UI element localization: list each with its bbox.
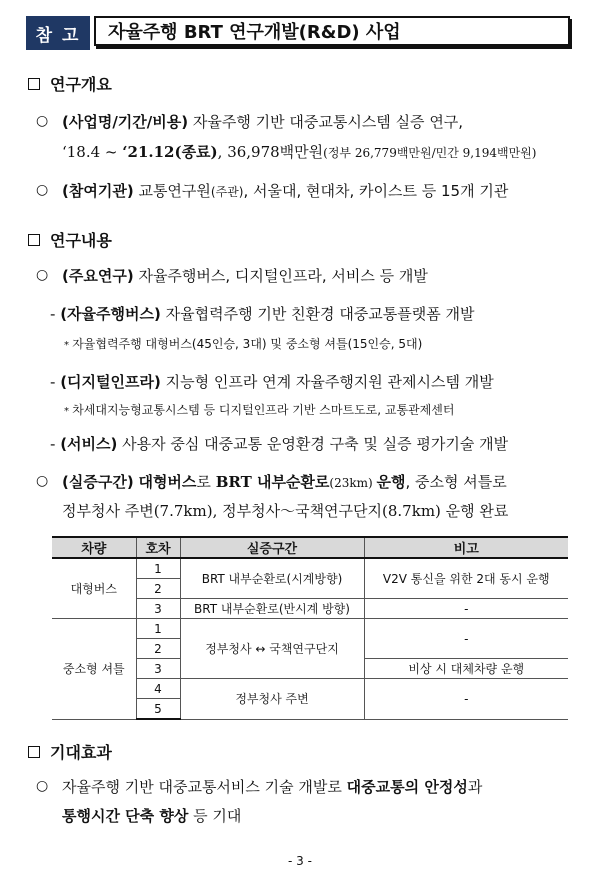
vehicle-cell: 중소형 셔틀: [52, 619, 136, 720]
route-cell: 정부청사 주변: [180, 679, 364, 720]
effect-line2: [62, 805, 241, 826]
circle-bullet-icon: ○: [36, 113, 49, 129]
main-research-text: 자율주행버스, 디지털인프라, 서비스 등 개발: [138, 267, 428, 285]
table-row: [52, 558, 568, 579]
vehicle-cell: 대형버스: [52, 558, 136, 619]
page-number: - 3 -: [288, 854, 312, 868]
section-content-title: [28, 228, 112, 251]
car-number-cell: 1: [136, 558, 180, 579]
detail-bus-label: (자율주행버스): [60, 305, 161, 323]
test-route-brt: BRT 내부순환로: [215, 473, 330, 491]
section-title-text: 연구개요: [50, 75, 112, 94]
square-bullet-icon: [28, 234, 40, 246]
car-number-cell: 2: [136, 639, 180, 659]
asterisk-icon: *: [64, 406, 73, 417]
participants-lead: 교통연구원: [138, 182, 211, 200]
note-cell: -: [364, 599, 568, 619]
asterisk-icon: *: [64, 340, 73, 351]
text-fragment: 과: [467, 778, 483, 796]
detail-infra-label: (디지털인프라): [60, 373, 161, 391]
route-cell: 정부청사 ↔ 국책연구단지: [180, 619, 364, 679]
participants-rest: , 서울대, 현대차, 카이스트 등 15개 기관: [243, 182, 509, 200]
project-cost-detail: (정부 26,779백만원/민간 9,194백만원): [323, 146, 537, 160]
square-bullet-icon: [28, 78, 40, 90]
table-row: [52, 619, 568, 639]
text-fragment: , 중소형 셔틀로: [405, 473, 507, 491]
detail-bus-note-text: 자율협력주행 대형버스(45인승, 3대) 및 중소형 셔틀(15인승, 5대): [72, 337, 423, 351]
detail-bus-text: 자율협력주행 기반 친환경 대중교통플랫폼 개발: [165, 305, 475, 323]
dash-bullet: -: [50, 435, 61, 453]
period-end: ‘21.12(종료): [122, 143, 218, 161]
project-label: (사업명/기간/비용): [62, 113, 189, 131]
route-cell: BRT 내부순환로(반시계 방향): [180, 599, 364, 619]
header-tag: 참 고: [26, 16, 90, 50]
note-cell: V2V 통신을 위한 2대 동시 운행: [364, 558, 568, 599]
period-start: ‘18.4 ~: [62, 143, 123, 161]
circle-bullet-icon: ○: [36, 778, 49, 794]
detail-infra: [50, 371, 494, 392]
route-cell: BRT 내부순환로(시계방향): [180, 558, 364, 599]
header-title: 자율주행 BRT 연구개발(R&D) 사업: [94, 16, 570, 46]
table-header-cell: 실증구간: [180, 537, 364, 558]
dash-bullet: -: [50, 305, 61, 323]
car-number-cell: 2: [136, 579, 180, 599]
car-number-cell: 1: [136, 619, 180, 639]
project-cost: , 36,978백만원: [217, 143, 324, 161]
table-header-row: [52, 537, 568, 558]
test-route-line1: [62, 471, 507, 492]
note-cell: -: [364, 619, 568, 659]
text-fragment: 로: [196, 473, 216, 491]
circle-bullet-icon: ○: [36, 267, 49, 283]
dash-bullet: -: [50, 373, 61, 391]
overview-project-line2: [62, 141, 536, 162]
participants-label: (참여기관): [62, 182, 134, 200]
car-number-cell: 3: [136, 659, 180, 679]
square-bullet-icon: [28, 746, 40, 758]
overview-participants: [62, 180, 508, 201]
car-number-cell: 4: [136, 679, 180, 699]
table-header-cell: 비고: [364, 537, 568, 558]
detail-bus-note: [64, 335, 422, 352]
effect-line1: [62, 776, 482, 797]
detail-infra-note: [64, 401, 454, 418]
test-route-label: (실증구간): [62, 473, 134, 491]
effect-bold-stability: 대중교통의 안정성: [346, 778, 468, 796]
overview-project-line1: [62, 111, 463, 132]
main-research-label: (주요연구): [62, 267, 134, 285]
test-route-line2: 정부청사 주변(7.7km), 정부청사～국책연구단지(8.7km) 운행 완료: [62, 502, 509, 520]
participants-lead-role: (주관): [210, 185, 244, 199]
detail-service-label: (서비스): [60, 435, 118, 453]
detail-bus: [50, 303, 475, 324]
note-cell: 비상 시 대체차량 운행: [364, 659, 568, 679]
effect-bold-time: 통행시간 단축 향상: [62, 807, 189, 825]
detail-infra-note-text: 차세대지능형교통시스템 등 디지털인프라 기반 스마트도로, 교통관제센터: [72, 403, 455, 417]
main-research: [62, 265, 428, 286]
route-table: [52, 536, 568, 720]
test-route-bus: 대형버스: [138, 473, 197, 491]
project-text: 자율주행 기반 대중교통시스템 실증 연구,: [192, 113, 464, 131]
section-title-text: 연구내용: [50, 231, 112, 250]
detail-service: [50, 433, 508, 454]
car-number-cell: 5: [136, 699, 180, 720]
note-cell: -: [364, 679, 568, 720]
effect-text-end: 등 기대: [188, 807, 242, 825]
car-number-cell: 3: [136, 599, 180, 619]
table-header-cell: 호차: [136, 537, 180, 558]
effect-text: 자율주행 기반 대중교통서비스 기술 개발로: [62, 778, 347, 796]
section-effect-title: [28, 740, 112, 763]
detail-service-text: 사용자 중심 대중교통 운영환경 구축 및 실증 평가기술 개발: [122, 435, 509, 453]
section-overview-title: [28, 72, 112, 95]
text-fragment: (23km): [329, 476, 377, 490]
circle-bullet-icon: ○: [36, 182, 49, 198]
detail-infra-text: 지능형 인프라 연계 자율주행지원 관제시스템 개발: [165, 373, 494, 391]
section-title-text: 기대효과: [50, 743, 112, 762]
circle-bullet-icon: ○: [36, 473, 49, 489]
table-header-cell: 차량: [52, 537, 136, 558]
test-route-run: 운행: [376, 473, 406, 491]
